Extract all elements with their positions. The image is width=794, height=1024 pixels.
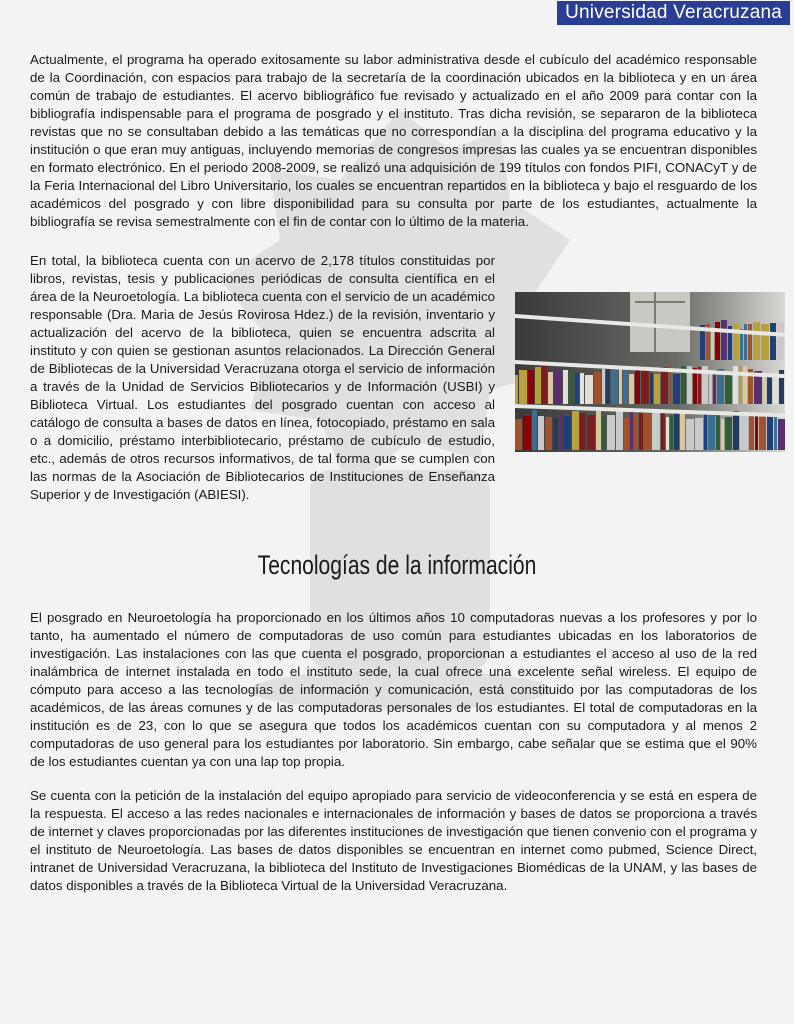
book-spine — [635, 367, 640, 404]
book-spine — [596, 411, 601, 450]
book-spine — [644, 414, 651, 450]
book-spine — [572, 411, 579, 450]
book-spine — [538, 416, 544, 450]
book-spine — [559, 413, 562, 450]
book-spine — [725, 372, 732, 404]
book-spine — [673, 374, 680, 404]
paragraph-computers: El posgrado en Neuroetología ha proporcionado en los últimos años 10 computadoras nuevas a los profesores y por lo tanto, ha aumentado el número de computadoras de uso común para estudiantes ubicadas en los laboratorios de investigación. Las instalaciones con las que cuenta el posgrado, proporcionan a estudiantes el acceso al uso de la red inalámbrica de internet instalada en todo el instituto sede, la cual ofrece una excelente señal wireless. El equipo de cómputo para acceso a las tecnologías de información y comunicación, está constituido por las computadoras de los académicos, de las áreas comunes y de las computadoras personales de los estudiantes. El total de computadoras en la institución es de 23, con lo que se asegura que todos los académicos cuentan con su computadora y al menos 2 computadoras de uso general para los estudiantes por laboratorio. Sin embargo, cabe señalar que se estima que el 90% de los estudiantes cuentan ya con una lap top propia. — [30, 610, 757, 769]
book-spine — [563, 416, 571, 450]
book-spine — [602, 369, 605, 404]
book-spine — [774, 413, 777, 450]
book-spine — [607, 415, 615, 450]
book-spine — [580, 413, 586, 450]
book-spine — [542, 366, 547, 404]
paragraph-coordination: Actualmente, el programa ha operado exitosamente su labor administrativa desde el cubículo del académico responsable de la Coordinación, con espacios para trabajo de la secretaría de la coordinación ubicados en la biblioteca y en un área común de trabajo de estudiantes. El acervo bibliográfico fue revisado y actualizado en el año 2009 para contar con la bibliografía indispensable para el programa de posgrado y el instituto. Tras dicha revisión, se separaron de la biblioteca revistas que no se consultaban debido a las temáticas que no correspondían a la disciplina del programa educativo y la institución o que eran muy antiguas, incluyendo memorias de congresos impresas las cuales ya se encuentran disponibles en formato electrónico. En el periodo 2008-2009, se realizó una adquisición de 199 títulos con fondos PIFI, CONACyT y de la Feria Internacional del Libro Universitario, los cuales se encuentran repartidos en la biblioteca y bajo el resguardo de los académicos del posgrado y con libre disponibilidad para su consulta por parte de los estudiantes, actualmente la bibliografía se revisa semestralmente con el fin de contar con lo último de la materia. — [30, 52, 757, 229]
book-spine — [661, 367, 668, 404]
book-spine — [563, 370, 568, 404]
paragraph-library: En total, la biblioteca cuenta con un acervo de 2,178 títulos constituidas por libros, revistas, tesis y publicaciones periódicas de consulta científica en el área de la Neuroetología. La biblioteca cuenta con el servicio de un académico responsable (Dra. Maria de Jesús Rovirosa Hdez.) de la revisión, inventario y actualización del acervo de la biblioteca, quien se encuentra adscrita al instituto y con quien se gestionan asuntos relacionados. La Dirección General de Bibliotecas de la Universidad Veracruzana otorga el servicio de información a través de la Unidad de Servicios Bibliotecarios y de Información (USBI) y Biblioteca Virtual. Los estudiantes del posgrado cuentan con acceso al catálogo de consulta a bases de datos en línea, fotocopiado, préstamo en sala o a domicilio, préstamo interbibliotecario, préstamo de cubículo de estudio, etc., además de otros recursos informativos, de tal forma que se cumplen con las normas de la Asociación de Bibliotecarios de Instituciones de Enseñanza Superior y de Investigación (ABIESI). — [30, 253, 495, 502]
book-spine — [594, 372, 601, 404]
book-spine — [569, 370, 574, 404]
library-bookshelves-photo — [515, 292, 785, 452]
book-spine — [733, 411, 739, 450]
book-spine — [725, 417, 732, 450]
book-spine — [652, 411, 660, 450]
book-spine — [515, 419, 522, 450]
book-spine — [721, 419, 724, 450]
book-spine — [641, 368, 649, 404]
book-spine — [739, 366, 742, 404]
book-spine — [709, 370, 712, 404]
paragraph-databases: Se cuenta con la petición de la instalación del equipo apropiado para servicio de videoconferencia y se está en espera de la respuesta. El acceso a las redes nacionales e internacionales de información y bases de datos se proporciona a través de internet y claves proporcionadas por las diferentes instituciones de investigación que tienen convenio con el programa y el instituto de Neuroetología. Las bases de datos disponibles se encuentran en internet como pubmed, Science Direct, intranet de Universidad Veracruzana, la biblioteca del Instituto de Investigaciones Biomédicas de la UNAM, y las bases de datos disponibles a través de la Biblioteca Virtual de la Universidad Veracruzana. — [30, 788, 757, 893]
book-spine — [740, 416, 748, 450]
book-spine — [616, 411, 623, 450]
book-spine — [674, 412, 679, 450]
book-spine — [585, 375, 593, 404]
book-spine — [580, 373, 584, 404]
book-spine — [711, 328, 714, 360]
book-spine — [670, 415, 673, 450]
book-spine — [611, 368, 618, 404]
book-spine — [763, 374, 766, 404]
university-header-label: Universidad Veracruzana — [557, 1, 790, 25]
book-spine — [548, 372, 553, 404]
book-spine — [619, 369, 622, 404]
book-spine — [748, 324, 752, 360]
book-spine — [661, 413, 665, 450]
book-spine — [630, 411, 633, 450]
book-spine — [553, 418, 558, 450]
book-spine — [519, 370, 527, 404]
book-spine — [587, 415, 595, 450]
book-spine — [629, 374, 634, 404]
book-spine — [778, 419, 785, 450]
book-spine — [554, 369, 562, 404]
book-spine — [721, 320, 727, 360]
book-spine — [773, 375, 778, 404]
book-spine — [695, 418, 703, 450]
book-spine — [716, 413, 720, 450]
book-spine — [606, 369, 610, 404]
book-spine — [686, 419, 694, 450]
book-spine — [515, 375, 518, 404]
book-spine — [743, 366, 747, 404]
book-spine — [523, 416, 531, 450]
book-spine — [708, 415, 715, 450]
book-spine — [749, 415, 754, 450]
book-spine — [623, 366, 628, 404]
book-spine — [777, 323, 784, 360]
book-spine — [704, 412, 707, 450]
section-title: Tecnologías de la información — [257, 550, 537, 580]
book-spine — [753, 322, 760, 360]
book-spine — [767, 375, 772, 404]
book-spine — [650, 373, 653, 404]
book-spine — [744, 324, 747, 360]
book-spine — [713, 373, 716, 404]
book-spine — [654, 374, 660, 404]
book-spine — [715, 322, 720, 360]
book-spine — [755, 413, 758, 450]
book-spine — [770, 323, 776, 360]
book-spine — [535, 367, 541, 404]
book-spine — [624, 418, 629, 450]
book-spine — [545, 417, 552, 450]
book-spine — [759, 415, 766, 450]
book-spine — [761, 324, 769, 360]
book-spine — [528, 370, 534, 404]
book-spine — [767, 413, 773, 450]
book-spine — [639, 410, 643, 450]
book-spine — [634, 414, 638, 450]
book-spine — [575, 373, 579, 404]
book-spine — [680, 412, 685, 450]
book-spine — [666, 417, 669, 450]
book-spine — [532, 410, 537, 450]
book-spine — [602, 417, 606, 450]
